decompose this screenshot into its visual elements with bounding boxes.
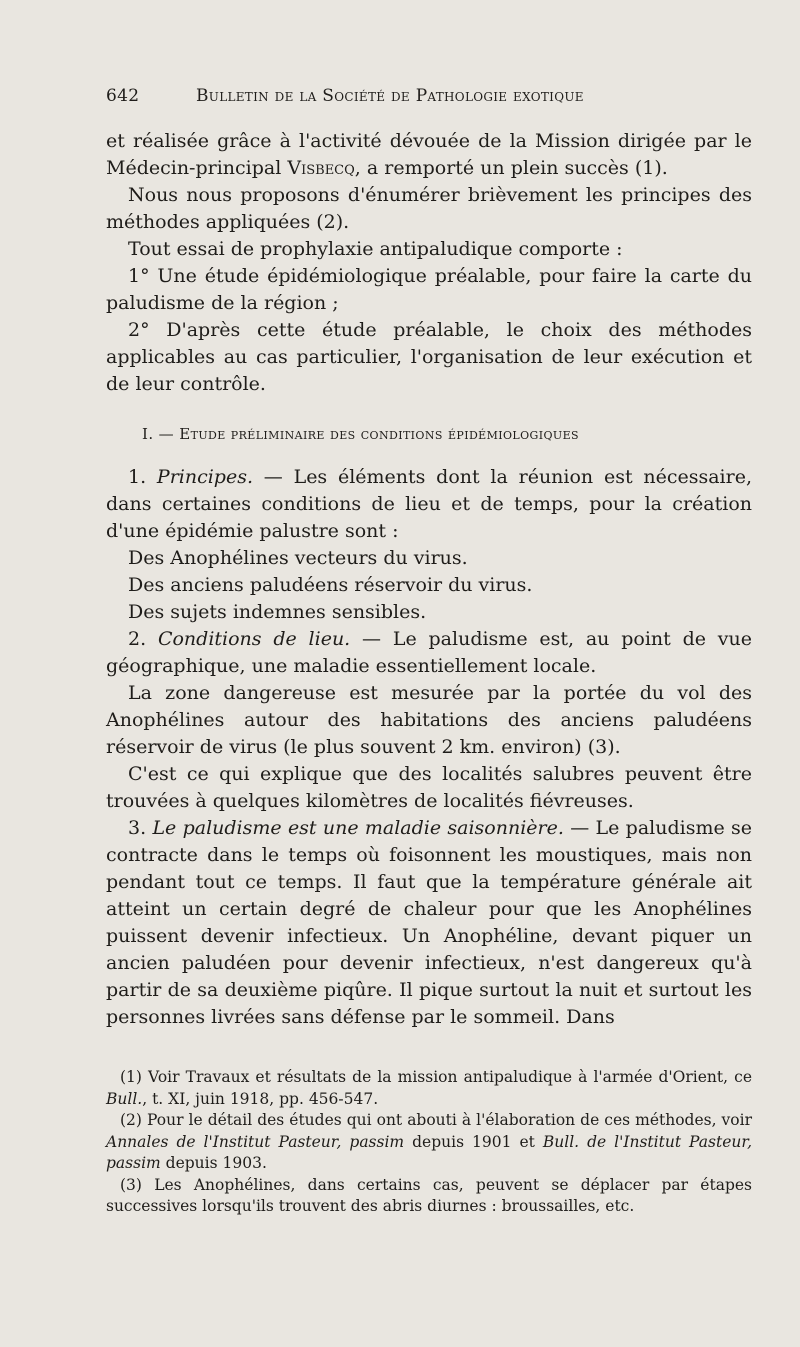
subsection-title: Le paludisme est une maladie saisonnière.: [152, 817, 564, 839]
paragraph: 2. Conditions de lieu. — Le paludisme est, au point de vue géographique, une maladie essentiellement locale.: [106, 628, 752, 677]
list-item: Des Anophélines vecteurs du virus.: [128, 547, 468, 569]
paragraph: Tout essai de prophylaxie antipaludique comporte :: [128, 238, 623, 260]
subsection-title: Principes.: [156, 466, 254, 488]
footnote: (3) Les Anophélines, dans certains cas, peuvent se déplacer par étapes successives lorsqu'ils trouvent des abris diurnes : broussailles, etc.: [106, 1175, 752, 1215]
page-number: 642: [106, 86, 140, 106]
paragraph: 1. Principes. — Les éléments dont la réunion est nécessaire, dans certaines conditions de lieu et de temps, pour la création d'une épidémie palustre sont :: [106, 466, 752, 542]
paragraph: 1° Une étude épidémiologique préalable, pour faire la carte du paludisme de la région ;: [106, 265, 752, 314]
paragraph: Nous nous proposons d'énumérer brièvement les principes des méthodes appliquées (2).: [106, 184, 752, 233]
journal-title: Bulletin de la Société de Pathologie exotique: [196, 86, 584, 106]
running-header: [106, 86, 706, 106]
footnote: (1) Voir Travaux et résultats de la mission antipaludique à l'armée d'Orient, ce Bull., t. XI, juin 1918, pp. 456-547.: [106, 1068, 752, 1108]
list-item: Des anciens paludéens réservoir du virus.: [128, 574, 533, 596]
paragraph: 3. Le paludisme est une maladie saisonnière. — Le paludisme se contracte dans le temps où foisonnent les moustiques, mais non pendant tout ce temps. Il faut que la température générale ait atteint un certain degré de chaleur pour que les Anophélines puissent devenir infectieux. Un Anophéline, devant piquer un ancien paludéen pour devenir infectieux, n'est dangereux qu'à partir de sa deuxième piqûre. Il pique surtout la nuit et surtout les personnes livrées sans défense par le sommeil. Dans: [106, 817, 753, 1028]
list-item: Des sujets indemnes sensibles.: [128, 601, 427, 623]
paragraph: C'est ce qui explique que des localités salubres peuvent être trouvées à quelques kilomètres de localités fiévreuses.: [106, 763, 752, 812]
author-name: Visbecq: [287, 157, 355, 179]
paragraph: 2° D'après cette étude préalable, le choix des méthodes applicables au cas particulier, l'organisation de leur exécution et de leur contrôle.: [106, 319, 752, 395]
paragraph: et réalisée grâce à l'activité dévouée de la Mission dirigée par le Médecin-principal Visbecq, a remporté un plein succès (1).: [106, 130, 752, 179]
subsection-title: Conditions de lieu.: [157, 628, 351, 650]
main-text: [106, 128, 752, 1031]
footnotes: [106, 1067, 752, 1218]
paragraph: La zone dangereuse est mesurée par la portée du vol des Anophélines autour des habitations des anciens paludéens réservoir de virus (le plus souvent 2 km. environ) (3).: [106, 682, 752, 758]
footnote: (2) Pour le détail des études qui ont abouti à l'élaboration de ces méthodes, voir Annales de l'Institut Pasteur, passim depuis 1901 et Bull. de l'Institut Pasteur, passim depuis 1903.: [106, 1111, 752, 1172]
section-heading: I. — Etude préliminaire des conditions épidémiologiques: [142, 425, 579, 443]
